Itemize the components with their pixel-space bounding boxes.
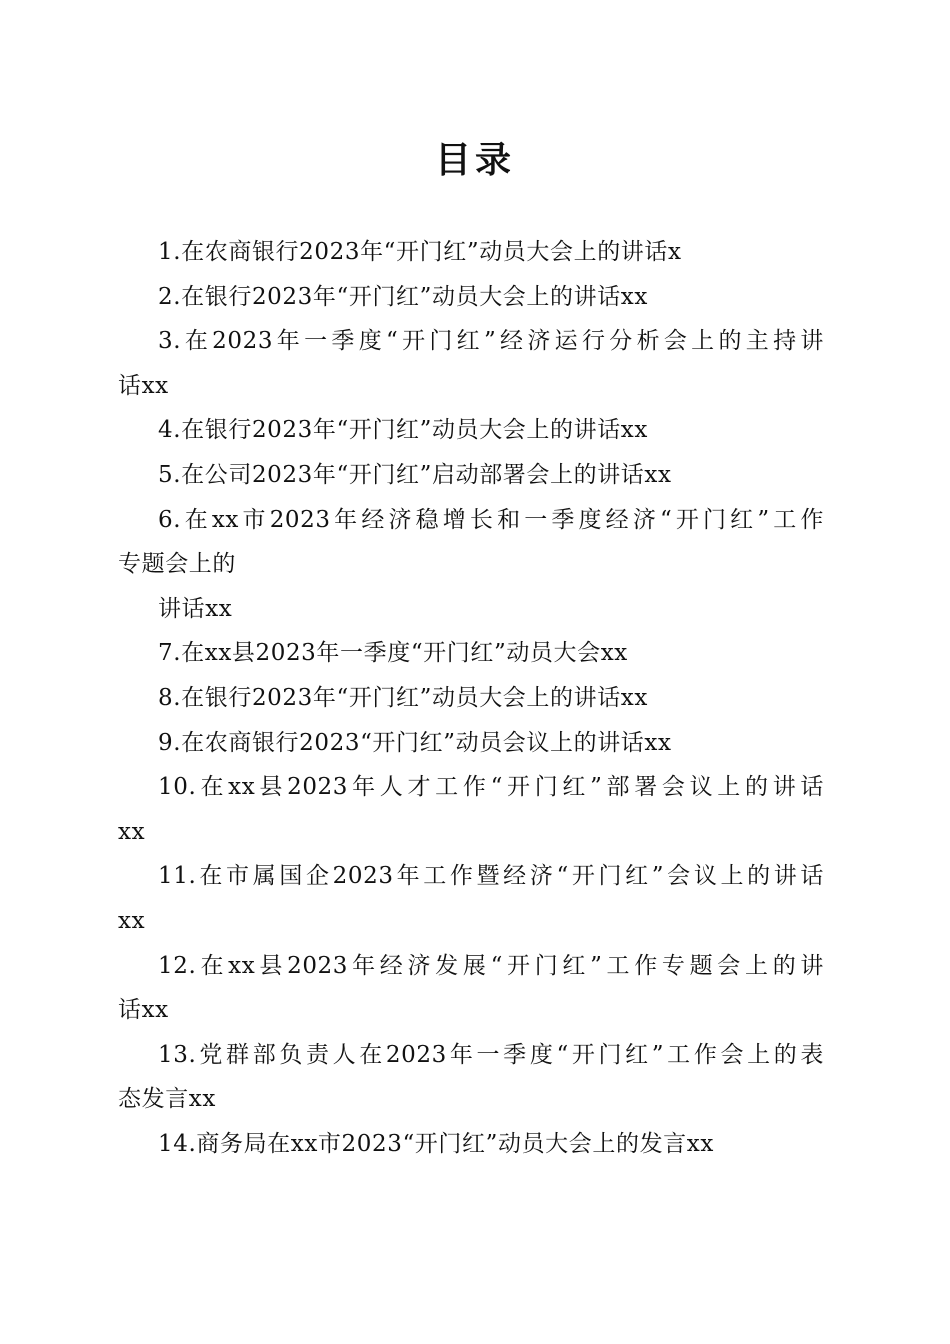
toc-entry-1: 1.在农商银行2023年“开门红”动员大会上的讲话x <box>158 239 682 265</box>
page-title: 目录 <box>434 139 515 181</box>
toc-entry-2: 2.在银行2023年“开门红”动员大会上的讲话xx <box>158 283 648 310</box>
toc-entry-3: 3.在2023年一季度“开门红”经济运行分析会上的主持讲 <box>158 328 824 355</box>
toc-entry-6: 6.在xx市2023年经济稳增长和一季度经济“开门红”工作 <box>158 506 824 533</box>
toc-entry-13: 13.党群部负责人在2023年一季度“开门红”工作会上的表 <box>158 1041 824 1068</box>
toc-entry-10: 10.在xx县2023年人才工作“开门红”部署会议上的讲话 <box>158 774 824 801</box>
toc-entry-13-continued: 态发言xx <box>118 1086 216 1113</box>
toc-entry-10-continued: xx <box>118 818 146 845</box>
toc-entry-6-continued-2: 讲话xx <box>158 595 233 622</box>
table-of-contents <box>118 230 824 1166</box>
toc-entry-11: 11.在市属国企2023年工作暨经济“开门红”会议上的讲话 <box>158 863 824 890</box>
toc-entry-11-continued: xx <box>118 907 146 934</box>
toc-entry-12: 12.在xx县2023年经济发展“开门红”工作专题会上的讲 <box>158 952 824 979</box>
toc-entry-8: 8.在银行2023年“开门红”动员大会上的讲话xx <box>158 684 648 711</box>
toc-entry-7: 7.在xx县2023年一季度“开门红”动员大会xx <box>158 640 628 667</box>
toc-entry-4: 4.在银行2023年“开门红”动员大会上的讲话xx <box>158 417 648 444</box>
toc-entry-5: 5.在公司2023年“开门红”启动部署会上的讲话xx <box>158 461 672 488</box>
toc-entry-3-continued: 话xx <box>118 372 169 399</box>
toc-entry-14: 14.商务局在xx市2023“开门红”动员大会上的发言xx <box>158 1130 714 1157</box>
toc-entry-12-continued: 话xx <box>118 997 169 1024</box>
toc-entry-6-continued: 专题会上的 <box>118 551 236 578</box>
toc-entry-9: 9.在农商银行2023“开门红”动员会议上的讲话xx <box>158 729 672 756</box>
